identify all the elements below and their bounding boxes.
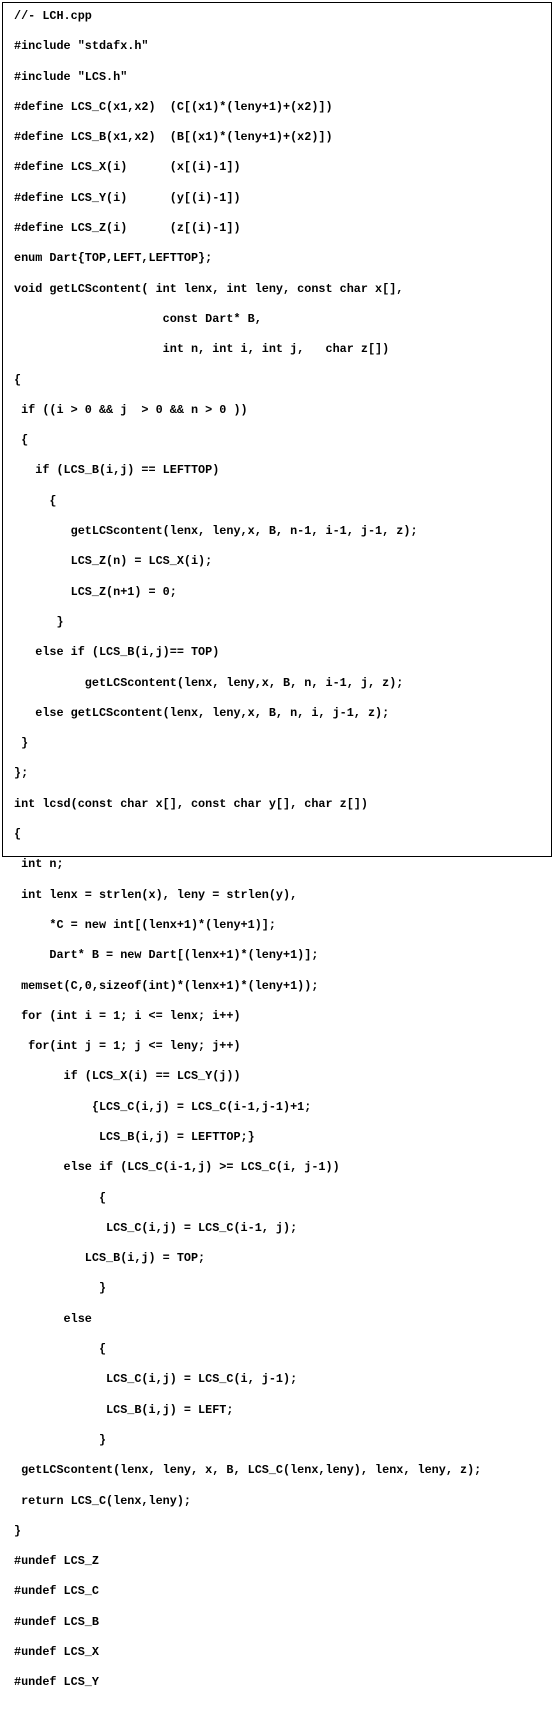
code-line: else getLCScontent(lenx, leny,x, B, n, i, j-1, z);	[14, 705, 390, 720]
code-listing	[14, 9, 481, 1736]
code-line: #undef LCS_X	[14, 1645, 99, 1660]
code-line: LCS_B(i,j) = LEFTTOP;}	[14, 1129, 255, 1144]
code-line: #undef LCS_Z	[14, 1554, 99, 1569]
code-line: if (LCS_B(i,j) == LEFTTOP)	[14, 463, 220, 478]
code-line: Dart* B = new Dart[(lenx+1)*(leny+1)];	[14, 948, 319, 963]
code-line: #define LCS_Y(i) (y[(i)-1])	[14, 190, 241, 205]
code-line: int lcsd(const char x[], const char y[], char z[])	[14, 796, 368, 811]
code-line: {	[14, 433, 29, 448]
code-line: LCS_Z(n) = LCS_X(i);	[14, 554, 213, 569]
code-line: //- LCH.cpp	[14, 9, 92, 23]
code-line: else if (LCS_C(i-1,j) >= LCS_C(i, j-1))	[14, 1160, 340, 1175]
code-line: {	[14, 372, 22, 387]
code-line: getLCScontent(lenx, leny,x, B, n-1, i-1, j-1, z);	[14, 524, 418, 539]
code-line: {	[14, 1190, 107, 1205]
code-line: #undef LCS_Y	[14, 1675, 99, 1690]
code-line: {LCS_C(i,j) = LCS_C(i-1,j-1)+1;	[14, 1099, 312, 1114]
code-line: {	[14, 1342, 107, 1357]
code-line: #include "LCS.h"	[14, 69, 128, 84]
code-line: else if (LCS_B(i,j)== TOP)	[14, 645, 220, 660]
code-line: int n, int i, int j, char z[])	[14, 342, 390, 357]
code-line: LCS_Z(n+1) = 0;	[14, 584, 177, 599]
code-line: }	[14, 1432, 107, 1447]
code-line: else	[14, 1311, 92, 1326]
code-line: }	[14, 614, 64, 629]
code-line: LCS_C(i,j) = LCS_C(i, j-1);	[14, 1372, 298, 1387]
code-line: #define LCS_X(i) (x[(i)-1])	[14, 160, 241, 175]
code-line: {	[14, 493, 57, 508]
code-line: *C = new int[(lenx+1)*(leny+1)];	[14, 917, 276, 932]
code-line: {	[14, 827, 22, 842]
code-line: #undef LCS_B	[14, 1614, 99, 1629]
code-line: void getLCScontent( int lenx, int leny, const char x[],	[14, 281, 404, 296]
code-line	[14, 1706, 481, 1721]
code-line: getLCScontent(lenx, leny,x, B, n, i-1, j, z);	[14, 675, 404, 690]
code-line: int lenx = strlen(x), leny = strlen(y),	[14, 887, 298, 902]
code-line: }	[14, 1281, 107, 1296]
code-line: getLCScontent(lenx, leny, x, B, LCS_C(lenx,leny), lenx, leny, z);	[14, 1463, 482, 1478]
code-line: #include "stdafx.h"	[14, 39, 149, 54]
code-line: int n;	[14, 857, 64, 872]
code-line: if ((i > 0 && j > 0 && n > 0 ))	[14, 402, 248, 417]
code-line: }	[14, 1523, 22, 1538]
code-line: LCS_B(i,j) = LEFT;	[14, 1402, 234, 1417]
code-line: return LCS_C(lenx,leny);	[14, 1493, 191, 1508]
code-line: memset(C,0,sizeof(int)*(lenx+1)*(leny+1));	[14, 978, 319, 993]
code-listing-frame	[2, 2, 552, 1690]
code-line: #undef LCS_C	[14, 1584, 99, 1599]
code-line: enum Dart{TOP,LEFT,LEFTTOP};	[14, 251, 213, 266]
code-line: for(int j = 1; j <= leny; j++)	[14, 1039, 241, 1054]
code-line: #define LCS_B(x1,x2) (B[(x1)*(leny+1)+(x2)])	[14, 130, 333, 145]
code-line: const Dart* B,	[14, 311, 262, 326]
code-line: if (LCS_X(i) == LCS_Y(j))	[14, 1069, 241, 1084]
code-line: for (int i = 1; i <= lenx; i++)	[14, 1008, 241, 1023]
code-line: #define LCS_C(x1,x2) (C[(x1)*(leny+1)+(x2)])	[14, 99, 333, 114]
code-line: };	[14, 766, 29, 781]
code-line: LCS_B(i,j) = TOP;	[14, 1251, 206, 1266]
code-line: }	[14, 736, 29, 751]
code-line: #define LCS_Z(i) (z[(i)-1])	[14, 221, 241, 236]
code-line: LCS_C(i,j) = LCS_C(i-1, j);	[14, 1220, 298, 1235]
